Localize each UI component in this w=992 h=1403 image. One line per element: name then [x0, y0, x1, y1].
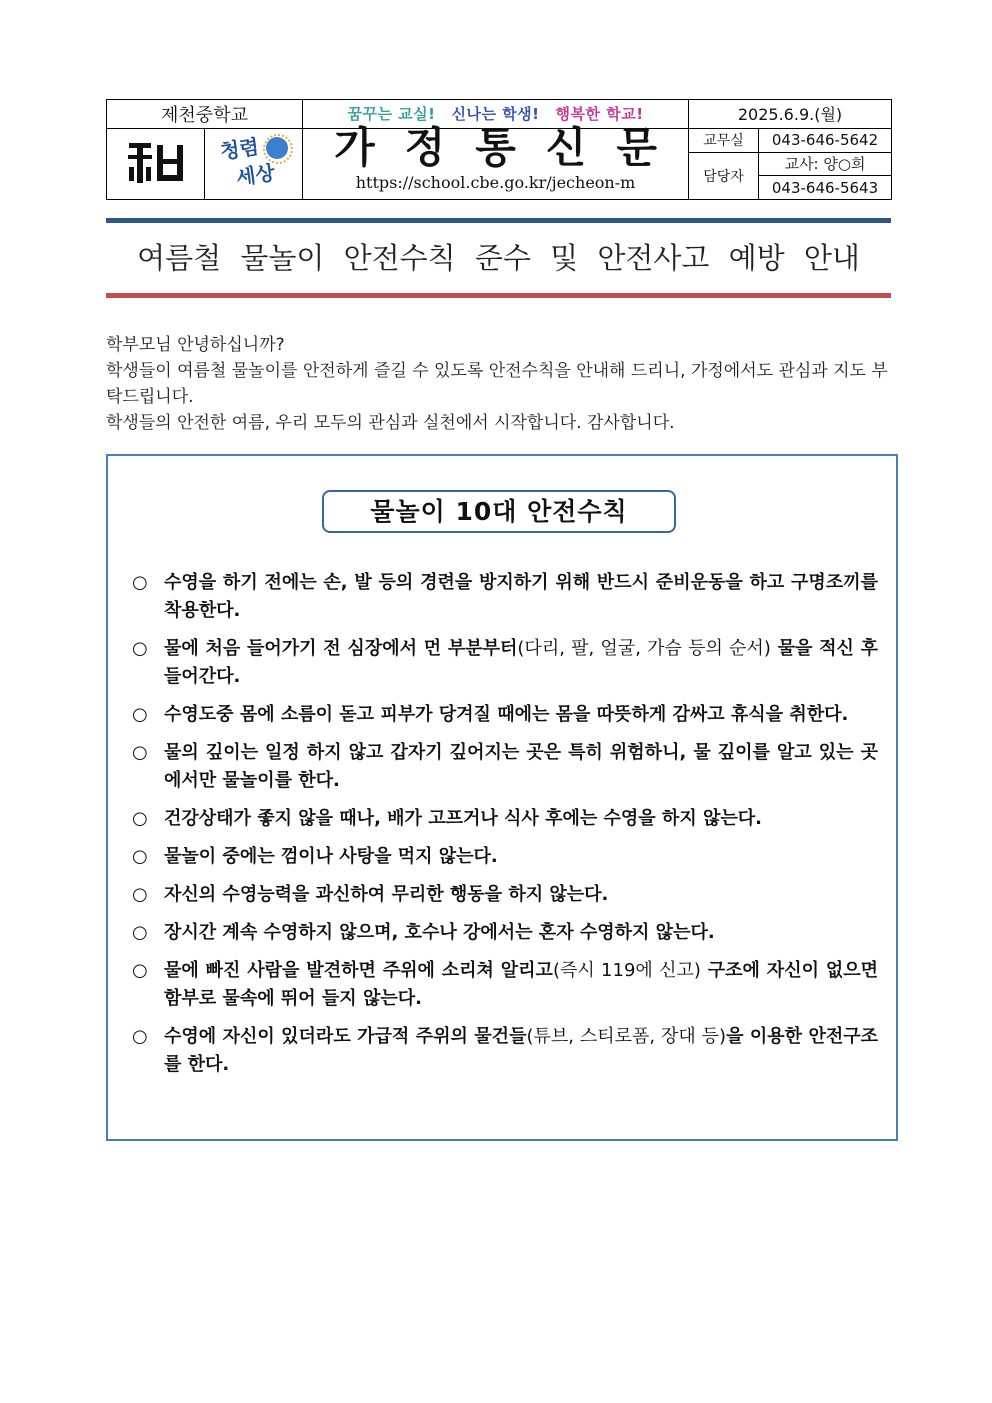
- rule-item: [132, 739, 878, 795]
- manager-label: 담당자: [689, 152, 759, 199]
- rule-text: 물에 처음 들어가기 전 심장에서 먼 부분부터: [164, 638, 518, 659]
- intro-body: 학생들이 여름철 물놀이를 안전하게 즐길 수 있도록 안전수칙을 안내해 드리니, 가정에서도 관심과 지도 부탁드립니다.: [106, 361, 888, 407]
- rule-item: [132, 569, 878, 625]
- rule-text: 물놀이 중에는 껌이나 사탕을 먹지 않는다.: [164, 846, 498, 867]
- circle-bullet-icon: ○: [132, 884, 148, 905]
- circle-bullet-icon: ○: [132, 808, 148, 829]
- rule-text-tail: 구조에 자신이 없으면 함부로 물속에 뛰어 들지 않는다.: [164, 960, 878, 1009]
- integrity-logo-word-2: 세상: [234, 160, 276, 190]
- integrity-mark-icon: [266, 137, 288, 159]
- rule-text: 수영에 자신이 있더라도 가급적 주위의 물건들: [164, 1026, 527, 1047]
- rule-text: 수영도중 몸에 소름이 돋고 피부가 당겨질 때에는 몸을 따뜻하게 감싸고 휴식을 취한다.: [164, 704, 849, 725]
- safety-rules-title: 물놀이 10대 안전수칙: [322, 490, 676, 533]
- intro-closing: 학생들의 안전한 여름, 우리 모두의 관심과 실천에서 시작합니다. 감사합니다.: [106, 413, 675, 433]
- integrity-logo-word-1: 청렴: [218, 134, 260, 164]
- circle-bullet-icon: ○: [132, 572, 148, 593]
- title-bottom-rule: [106, 293, 891, 298]
- office-label: 교무실: [689, 128, 759, 152]
- rule-text: 장시간 계속 수영하지 않으며, 호수나 강에서는 혼자 수영하지 않는다.: [164, 922, 715, 943]
- rule-text: 건강상태가 좋지 않을 때나, 배가 고프거나 식사 후에는 수영을 하지 않는다.: [164, 808, 762, 829]
- rule-text: 수영을 하기 전에는 손, 발 등의 경련을 방지하기 위해 반드시 준비운동을 하고 구명조끼를 착용한다.: [164, 572, 878, 621]
- rule-text: 물의 깊이는 일정 하지 않고 갑자기 깊어지는 곳은 특히 위험하니, 물 깊이를 알고 있는 곳에서만 물놀이를 한다.: [164, 742, 878, 791]
- rule-item: [132, 881, 878, 909]
- slogan-1: 꿈꾸는 교실!: [347, 105, 436, 124]
- rule-item: [132, 701, 878, 729]
- rule-item: [132, 919, 878, 947]
- rule-item: [132, 635, 878, 691]
- rule-item: [132, 957, 878, 1013]
- rule-item: [132, 843, 878, 871]
- rule-item: [132, 805, 878, 833]
- rule-note: (즉시 119에 신고): [552, 960, 701, 981]
- issue-date: 2025.6.9.(월): [689, 100, 892, 129]
- school-url[interactable]: https://school.cbe.go.kr/jecheon-m: [355, 173, 636, 193]
- newsletter-title: 가정통신문: [334, 123, 687, 173]
- circle-bullet-icon: ○: [132, 1026, 148, 1047]
- rule-text: 물에 빠진 사람을 발견하면 주위에 소리쳐 알리고: [164, 960, 553, 981]
- office-phone: 043-646-5642: [759, 128, 892, 152]
- rule-text: 자신의 수영능력을 과신하여 무리한 행동을 하지 않는다.: [164, 884, 609, 905]
- teacher-phone: 043-646-5643: [759, 176, 892, 200]
- document-title: 여름철 물놀이 안전수칙 준수 및 안전사고 예방 안내: [137, 241, 860, 275]
- school-logo-cell: [107, 128, 205, 199]
- teacher-name: 교사: 양○희: [759, 152, 892, 176]
- newsletter-title-cell: [303, 123, 689, 199]
- safety-rules-box: [106, 454, 898, 1141]
- intro-text: [106, 332, 896, 436]
- circle-bullet-icon: ○: [132, 638, 148, 659]
- integrity-logo: [216, 131, 292, 193]
- integrity-logo-cell: [205, 128, 303, 199]
- rule-item: [132, 1023, 878, 1079]
- circle-bullet-icon: ○: [132, 922, 148, 943]
- circle-bullet-icon: ○: [132, 704, 148, 725]
- slogan-3: 행복한 학교!: [555, 105, 644, 124]
- intro-greeting: 학부모님 안녕하십니까?: [106, 335, 285, 355]
- rule-note: (튜브, 스티로폼, 장대 등): [526, 1026, 727, 1047]
- safety-rules-list: [132, 569, 878, 1089]
- school-name: 제천중학교: [107, 100, 303, 129]
- header-table: [106, 99, 892, 200]
- slogan-2: 신나는 학생!: [451, 105, 540, 124]
- circle-bullet-icon: ○: [132, 742, 148, 763]
- circle-bullet-icon: ○: [132, 846, 148, 867]
- rule-text-tail: 을 이용한 안전구조를 한다.: [164, 1026, 878, 1075]
- title-top-rule: [106, 218, 891, 223]
- circle-bullet-icon: ○: [132, 960, 148, 981]
- rule-text-tail: 물을 적신 후 들어간다.: [164, 638, 878, 687]
- rule-note: (다리, 팔, 얼굴, 가슴 등의 순서): [517, 638, 771, 659]
- school-logo-icon: [127, 137, 185, 187]
